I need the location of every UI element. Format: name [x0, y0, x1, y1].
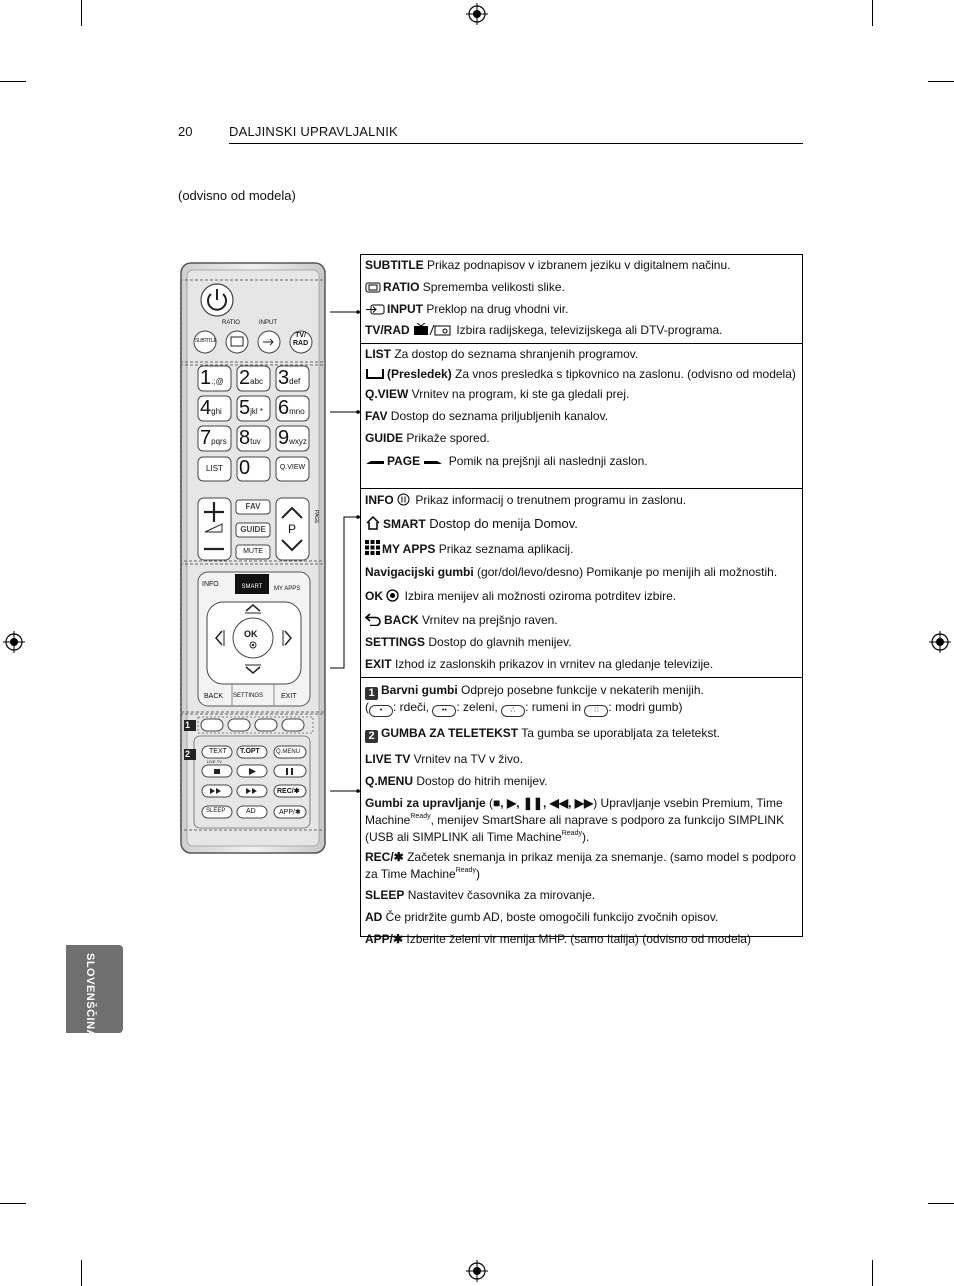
desc-key: Barvni gumbi — [381, 683, 458, 697]
key-0[interactable]: 0 — [239, 457, 251, 479]
desc-text: Izhod iz zaslonskih prikazov in vrnitev na gledanje televizije. — [391, 657, 714, 671]
remote-p-label: P — [288, 522, 297, 536]
key-8[interactable]: 8 — [239, 427, 251, 449]
registration-mark-icon — [3, 631, 25, 653]
remote-ad-button[interactable]: AD — [246, 808, 256, 815]
remote-info-button[interactable]: INFO — [202, 581, 219, 588]
remote-back-button[interactable]: BACK — [204, 693, 224, 700]
key-2-letters: abc — [250, 377, 264, 386]
remote-guide-button[interactable]: GUIDE — [240, 525, 266, 534]
ok-circle-icon — [386, 589, 399, 602]
remote-livetv-label: LIVE TV — [207, 759, 222, 764]
remote-mute-button[interactable]: MUTE — [243, 548, 263, 555]
language-label: SLOVENŠČINA — [84, 953, 96, 1038]
desc-key: REC/✱ — [365, 850, 404, 864]
desc-text: Izbira radijskega, televizijskega ali DTV-programa. — [453, 323, 723, 337]
desc-key: EXIT — [365, 657, 392, 671]
desc-key: SUBTITLE — [365, 258, 424, 272]
desc-key: GUIDE — [365, 431, 404, 445]
key-9[interactable]: 9 — [278, 427, 290, 449]
desc-key: LIVE TV — [365, 752, 411, 766]
desc-key: BACK — [384, 613, 419, 627]
remote-qmenu-button[interactable]: Q.MENU — [276, 749, 300, 755]
remote-myapps-button[interactable]: MY APPS — [274, 586, 301, 592]
desc-text: Nastavitev časovnika za mirovanje. — [404, 888, 596, 902]
remote-fav-button[interactable]: FAV — [245, 502, 261, 511]
grid-icon — [365, 540, 380, 555]
page-down-arrow-icon — [423, 459, 443, 467]
remote-settings-button[interactable]: SETTINGS — [233, 693, 264, 699]
desc-text: Izbira menijev ali možnosti oziroma potrditev izbire. — [401, 589, 677, 603]
desc-text: Odprejo posebne funkcije v nekaterih menijih. — [457, 683, 704, 697]
ready-superscript: Ready — [561, 830, 582, 837]
key-6[interactable]: 6 — [278, 397, 290, 419]
desc-text: Dostop do menija Domov. — [425, 516, 578, 531]
page-number: 20 — [178, 124, 193, 139]
crop-mark — [928, 1203, 954, 1204]
section-color-teletext-playback: 1 Barvni gumbi Odprejo posebne funkcije v nekaterih menijih. ( • : rdeči, •• : zeleni, ∴ : rumeni in ∷ : modri gumb) 2 GUMBA ZA TELETEKST Ta gumba se uporabljata za teletekst. LIVE TV Vrnitev na TV v živo. Q.MENU Dostop do hitrih menijev. Gumbi za upravljanje (■, ▶, ❚❚, ◀◀, ▶▶) Upravljanje vsebin Premium, Time Machine$^{Ready}$, menijev SmartShare ali naprave s podporo za funkcijo SIMPLINK (USB ali SIMPLINK ali Time Machine$^{Ready}$). REC/✱ Začetek snemanja in prikaz menija za snemanje. (samo model s podporo za Time Machine$^{Ready}$) SLEEP Nastavitev časovnika za mirovanje. AD Če pridržite gumb AD, boste omogočili funkcijo zvočnih opisov. APP/✱ Izberite želeni vir menija MHP. (samo Italija) (odvisno od modela) — [361, 678, 802, 936]
registration-mark-icon — [929, 631, 951, 653]
desc-text: Za vnos presledka s tipkovnico na zaslonu. (odvisno od modela) — [451, 367, 796, 381]
desc-text: (gor/dol/levo/desno) Pomikanje po menijih ali možnostih. — [473, 565, 778, 579]
color-buttons-line: ( • : rdeči, •• : zeleni, ∴ : rumeni in ∷ : modri gumb) — [365, 700, 798, 717]
desc-text: Za dostop do seznama shranjenih programov. — [391, 347, 639, 361]
header-rule — [229, 143, 803, 144]
remote-input-label: INPUT — [259, 320, 277, 326]
remote-page-label: PAGE — [313, 510, 319, 524]
remote-qview-button[interactable]: Q.VIEW — [279, 464, 306, 471]
key-3[interactable]: 3 — [278, 367, 290, 389]
key-7-letters: pqrs — [211, 437, 227, 446]
desc-text: Prikaz informacij o trenutnem programu in zaslonu. — [412, 493, 687, 507]
remote-list-button[interactable]: LIST — [206, 464, 223, 473]
remote-marker-1: 1 — [185, 720, 191, 730]
remote-sleep-button[interactable]: SLEEP — [206, 808, 226, 814]
remote-smart-button[interactable]: SMART — [241, 584, 263, 590]
crop-mark — [872, 0, 873, 26]
remote-exit-button[interactable]: EXIT — [281, 693, 297, 700]
key-9-letters: wxyz — [289, 437, 307, 446]
tv-radio-icon — [413, 323, 451, 336]
desc-text: Vrnitev na prejšnjo raven. — [418, 613, 558, 627]
remote-app-button[interactable]: APP/✱ — [279, 809, 301, 816]
desc-text: Če pridržite gumb AD, boste omogočili funkcijo zvočnih opisov. — [382, 910, 719, 924]
key-6-letters: mno — [289, 407, 305, 416]
desc-text: Prikaz podnapisov v izbranem jeziku v digitalnem načinu. — [423, 258, 731, 272]
crop-mark — [0, 1203, 26, 1204]
desc-key: INFO — [365, 493, 394, 507]
page-up-arrow-icon — [365, 459, 385, 467]
desc-key: Gumbi za upravljanje — [365, 796, 486, 810]
info-icon — [397, 493, 410, 506]
desc-text: Pomik na prejšnji ali naslednji zaslon. — [445, 454, 648, 468]
remote-text-button[interactable]: TEXT — [209, 748, 227, 755]
space-icon — [365, 368, 385, 380]
input-icon — [365, 304, 385, 315]
home-icon — [365, 516, 381, 530]
registration-mark-icon — [466, 1260, 488, 1282]
key-1-letters: .;@ — [211, 377, 224, 386]
desc-text: Sprememba velikosti slike. — [419, 280, 565, 294]
desc-text: Vrnitev na TV v živo. — [410, 752, 524, 766]
desc-text: Ta gumba se uporabljata za teletekst. — [518, 726, 721, 740]
remote-marker-2: 2 — [185, 749, 191, 759]
desc-key: APP/✱ — [365, 932, 404, 946]
desc-key: Navigacijski gumbi — [365, 565, 474, 579]
crop-mark — [872, 1260, 873, 1286]
blue-button-icon: ∷ — [584, 705, 608, 717]
section-power-input — [361, 255, 802, 344]
desc-key: Q.VIEW — [365, 387, 409, 401]
remote-topt-button[interactable]: T.OPT — [240, 748, 260, 755]
key-8-letters: tuv — [250, 437, 261, 446]
key-5[interactable]: 5 — [239, 397, 251, 419]
key-1[interactable]: 1 — [200, 367, 212, 389]
remote-subtitle-button[interactable]: SUBTITLE — [195, 338, 217, 344]
desc-text: Preklop na drug vhodni vir. — [423, 302, 569, 316]
green-button-icon: •• — [432, 705, 456, 717]
key-4[interactable]: 4 — [200, 397, 212, 419]
back-arrow-icon — [365, 613, 382, 626]
registration-mark-icon — [466, 3, 488, 25]
key-5-letters: jkl * — [250, 407, 264, 416]
desc-key: AD — [365, 910, 383, 924]
desc-key: FAV — [365, 409, 388, 423]
crop-mark — [0, 81, 26, 82]
crop-mark — [928, 81, 954, 82]
connector-lines — [326, 254, 362, 814]
desc-key: OK — [365, 589, 383, 603]
desc-text: Dostop do seznama priljubljenih kanalov. — [387, 409, 609, 423]
desc-key: SLEEP — [365, 888, 405, 902]
desc-key: SMART — [383, 517, 426, 531]
crop-mark — [81, 0, 82, 26]
page-title: DALJINSKI UPRAVLJALNIK — [229, 124, 398, 139]
remote-tvrad-button[interactable]: TV/ RAD — [293, 332, 309, 347]
desc-key: INPUT — [387, 302, 423, 316]
desc-text: Prikaz seznama aplikacij. — [435, 542, 574, 556]
section-list-page — [361, 344, 802, 489]
ready-superscript: Ready — [410, 813, 431, 820]
playback-buttons-row: Gumbi za upravljanje (■, ▶, ❚❚, ◀◀, ▶▶) Upravljanje vsebin Premium, Time Machine$^{Ready}$, menijev SmartShare ali naprave s podporo za funkcijo SIMPLINK (USB ali SIMPLINK ali Time Machine$^{Ready}$). — [365, 796, 785, 844]
key-3-letters: def — [289, 377, 301, 386]
remote-rec-button[interactable]: REC/✱ — [277, 788, 300, 795]
red-button-icon: • — [369, 705, 393, 717]
desc-text: Vrnitev na program, ki ste ga gledali prej. — [408, 387, 630, 401]
desc-text: Dostop do glavnih menijev. — [425, 635, 572, 649]
desc-key: RATIO — [383, 280, 420, 294]
yellow-button-icon: ∴ — [501, 705, 525, 717]
desc-text: Izberite želeni vir menija MHP. (samo Italija) (odvisno od modela) — [403, 932, 751, 946]
crop-mark — [81, 1260, 82, 1286]
desc-key: TV/RAD — [365, 323, 410, 337]
desc-key: Q.MENU — [365, 774, 413, 788]
marker-1-badge: 1 — [365, 687, 378, 700]
ready-superscript: Ready — [455, 867, 476, 874]
key-4-letters: ghi — [211, 407, 222, 416]
desc-key: LIST — [365, 347, 391, 361]
desc-key: SETTINGS — [365, 635, 426, 649]
desc-key: (Presledek) — [387, 367, 452, 381]
marker-2-badge: 2 — [365, 730, 378, 743]
playback-icons: ■, ▶, ❚❚, ◀◀, ▶▶ — [493, 796, 594, 810]
desc-text: Prikaže spored. — [403, 431, 490, 445]
function-description-table — [360, 254, 803, 946]
desc-key: PAGE — [387, 454, 421, 468]
desc-key: MY APPS — [382, 542, 436, 556]
language-tab — [66, 945, 123, 1038]
key-2[interactable]: 2 — [239, 367, 251, 389]
remote-ratio-label: RATIO — [222, 320, 240, 326]
ratio-icon — [365, 282, 381, 293]
desc-key: GUMBA ZA TELETEKST — [381, 726, 519, 740]
key-7[interactable]: 7 — [200, 427, 212, 449]
remote-ok-button[interactable]: OK — [244, 629, 258, 639]
desc-text: Dostop do hitrih menijev. — [413, 774, 548, 788]
section-navigation — [361, 489, 802, 678]
model-note: (odvisno od modela) — [178, 188, 296, 203]
